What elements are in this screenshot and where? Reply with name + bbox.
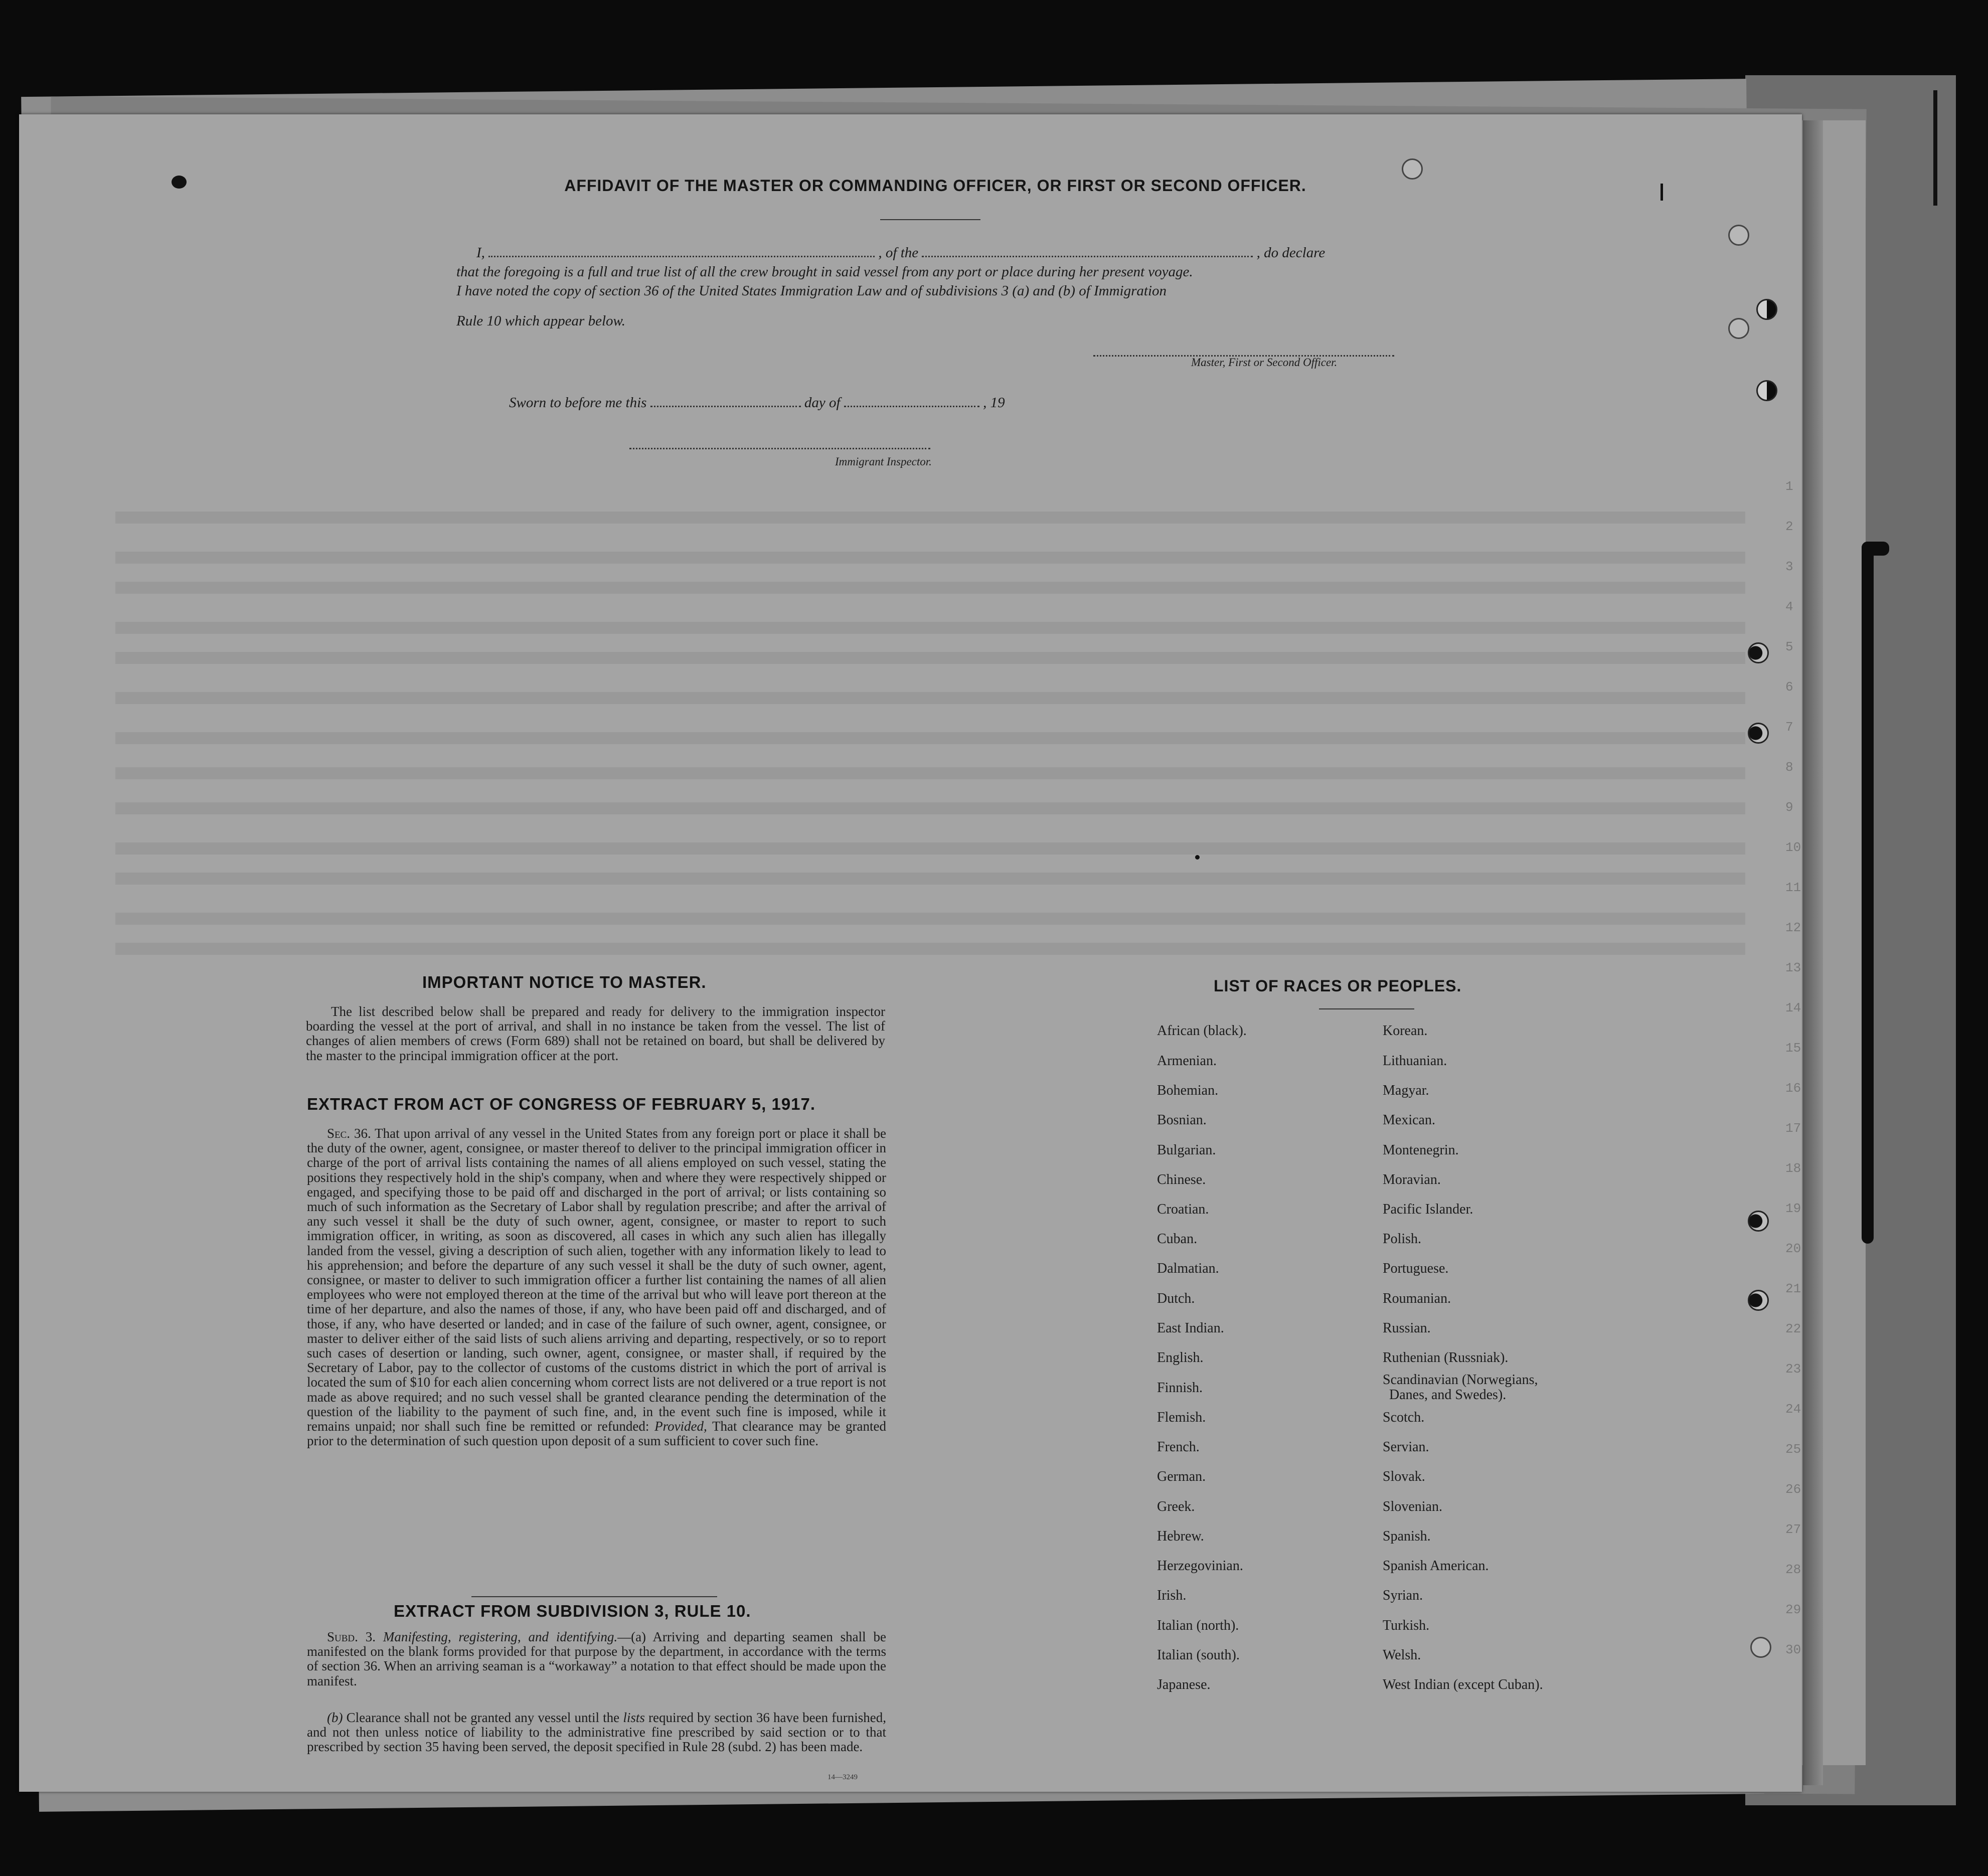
affidavit-declarant-label: I, [476,245,485,261]
race-item: Irish. [1157,1588,1187,1603]
extract-act-title: EXTRACT FROM ACT OF CONGRESS OF FEBRUARY 5, 1917. [307,1095,816,1113]
punch-hole-icon [1748,642,1769,663]
binder-edge-mark [1933,90,1937,206]
punch-hole-icon [1750,1637,1771,1658]
declarant-name-blank[interactable] [488,255,875,257]
sworn-day-label: day of [804,395,841,411]
notice-title: IMPORTANT NOTICE TO MASTER. [422,973,707,991]
race-item: Greek. [1157,1499,1195,1514]
race-item: Syrian. [1383,1588,1423,1603]
race-item: Croatian. [1157,1202,1209,1217]
section-label: Sec. 36. [327,1126,371,1141]
race-item: Magyar. [1383,1083,1429,1098]
bleed-through-row-numbers: 1 2 3 4 5 6 7 8 9 10 11 12 13 14 15 16 17 18 19 20 21 22 23 24 25 26 27 28 29 30 [1785,479,1801,1657]
race-item: Mexican. [1383,1112,1435,1128]
punch-hole-icon [1748,723,1769,744]
extract-rule-para-a [307,1630,886,1688]
notice-text: The list described below shall be prepared and ready for delivery to the immigration inspector boarding the vessel at the port of arrival, and shall in no instance be taken from the vessel. The list of changes of alien members of crews (Form 689) shall not be retained on board, but shall be delivered by the master to the principal immigration officer at the port. [306,1004,885,1063]
sworn-line [509,395,1005,411]
race-item: Moravian. [1383,1172,1441,1187]
extract-act-text [307,1126,886,1448]
proviso-text: That clearance may be granted prior to the determination of such question upon deposit of a sum sufficient to cover such fine. [307,1419,887,1449]
proviso-word: Provided, [654,1419,707,1434]
sworn-day-blank[interactable] [650,405,801,407]
race-item: Ruthenian (Russniak). [1383,1350,1509,1366]
form-number: 14—3249 [827,1773,858,1781]
para-b-text-1: Clearance shall not be granted any vessel until the [346,1710,620,1725]
subdivision-label: Subd. 3. [327,1629,376,1644]
page-edge-shadow [1803,120,1823,1785]
race-item: German. [1157,1469,1206,1484]
punch-hole-icon [1728,318,1749,339]
para-b-text-2: required by section 36 have been furnished, and not then unless notice of liability to the administrative fine prescribed by said section or to that prescribed by section 35 having been served, the deposit specified in Rule 28 (subd. 2) has been made. [307,1710,887,1755]
race-item: Cuban. [1157,1231,1198,1247]
race-item: English. [1157,1350,1204,1366]
sworn-year-label: , 19 [983,395,1005,411]
sworn-label: Sworn to before me this [509,395,647,411]
race-item: Spanish. [1383,1528,1431,1544]
para-b-lists-word: lists [623,1710,645,1725]
race-item: African (black). [1157,1023,1247,1039]
affidavit-declare-label: , do declare [1256,245,1326,261]
race-item: Danes, and Swedes). [1389,1387,1507,1403]
affidavit-vessel-label: , of the [878,245,919,261]
race-item: Russian. [1383,1320,1431,1336]
race-item: Herzegovinian. [1157,1558,1243,1574]
ink-spot [1195,855,1200,860]
race-item: West Indian (except Cuban). [1383,1677,1543,1692]
ink-tick [1661,184,1663,201]
race-item: East Indian. [1157,1320,1224,1336]
race-item: Dalmatian. [1157,1261,1219,1276]
races-title-rule [1319,1008,1414,1009]
race-item: Scotch. [1383,1410,1425,1425]
affidavit-title: AFFIDAVIT OF THE MASTER OR COMMANDING OFFICER, OR FIRST OR SECOND OFFICER. [564,177,1306,195]
race-item: Servian. [1383,1439,1429,1455]
section-divider [471,1596,717,1597]
race-item: Italian (south). [1157,1647,1240,1663]
inspector-signature-line[interactable] [629,448,930,449]
race-item: Pacific Islander. [1383,1202,1473,1217]
affidavit-line-4: Rule 10 which appear below. [456,313,625,329]
race-item: Polish. [1383,1231,1422,1247]
punch-hole-icon [1402,158,1423,180]
punch-hole-icon [1728,225,1749,246]
race-item: Welsh. [1383,1647,1421,1663]
punch-hole-icon [1748,1290,1769,1311]
binder-strip [1862,542,1874,1244]
affidavit-line-3: I have noted the copy of section 36 of the United States Immigration Law and of subdivisions 3 (a) and (b) of Immigration [456,283,1167,299]
binder-strip-hook [1862,542,1889,556]
race-item: Bosnian. [1157,1112,1207,1128]
race-item: Montenegrin. [1383,1142,1459,1158]
race-item: Turkish. [1383,1618,1430,1633]
race-item: Dutch. [1157,1291,1195,1306]
race-item: Hebrew. [1157,1528,1204,1544]
race-item: Spanish American. [1383,1558,1489,1574]
race-item: Flemish. [1157,1410,1206,1425]
punch-hole-icon [1756,380,1777,401]
affidavit-line-1 [476,245,1325,261]
extract-rule-title: EXTRACT FROM SUBDIVISION 3, RULE 10. [394,1602,751,1620]
race-item: Lithuanian. [1383,1053,1447,1069]
punch-hole-icon [1756,299,1777,320]
race-item: Finnish. [1157,1380,1203,1396]
para-a-label: —(a) [617,1629,646,1644]
races-title: LIST OF RACES OR PEOPLES. [1214,977,1462,995]
race-item: Chinese. [1157,1172,1206,1187]
punch-hole-icon [1748,1211,1769,1232]
race-item: Scandinavian (Norwegians, [1383,1372,1538,1388]
master-signature-label: Master, First or Second Officer. [1191,356,1338,369]
race-item: Portuguese. [1383,1261,1449,1276]
subdivision-heading: Manifesting, registering, and identifying. [383,1629,618,1644]
title-rule [880,219,980,220]
ink-spot [172,176,187,189]
extract-rule-para-b [307,1711,886,1755]
sworn-month-blank[interactable] [844,405,979,407]
race-item: Armenian. [1157,1053,1217,1069]
race-item: Korean. [1383,1023,1428,1039]
race-item: Bohemian. [1157,1083,1219,1098]
section-36-text: That upon arrival of any vessel in the United States from any foreign port or place it shall be the duty of the owner, agent, consignee, or master thereof to deliver to the principal immigration officer in charge of the port of arrival lists containing the names of all aliens employed on such vessel, stating the positions they respectively hold in the ship's company, when and where they were respectively shipped or engaged, and specifying those to be paid off and discharged in the port of arrival; or lists containing so much of such information as the Secretary of Labor shall by regulation prescribe; and after the arrival of any such vessel it shall be the duty of such owner, agent, consignee, or master to report to such immigration officer, in writing, as soon as discovered, all cases in which any such alien has illegally landed from the vessel, giving a description of such alien, together with any information likely to lead to his apprehension; and before the departure of any such vessel it shall be the duty of such owner, agent, consignee, or master to deliver to such immigration officer a further list containing the names of all alien employees who were not employed thereon at the time of the arrival but who will leave port thereon at the time of her departure, and also the names of those, if any, who have been paid off and discharged, and of those, if any, who have deserted or landed; and in case of the failure of such owner, agent, consignee, or master to deliver either of the said lists of such aliens arriving and departing, respectively, or so to report such cases of desertion or landing, such owner, agent, consignee, or master shall, if required by the Secretary of Labor, pay to the collector of customs of the customs district in which the port of arrival is located the sum of $10 for each alien concerning whom correct lists are not delivered or a true report is not made as above required; and no such vessel shall be granted clearance pending the determination of the question of the liability to the payment of such fine, and, in the event such fine is imposed, while it remains unpaid; nor shall such fine be remitted or refunded: [307,1126,886,1434]
inspector-signature-label: Immigrant Inspector. [835,455,932,468]
para-b-label: (b) [327,1710,343,1725]
affidavit-line-2: that the foregoing is a full and true list of all the crew brought in said vessel from any port or place during her present voyage. [456,264,1193,280]
race-item: Japanese. [1157,1677,1211,1692]
para-a-text: Arriving and departing seamen shall be manifested on the blank forms provided for that purpose by the department, in accordance with the terms of section 36. When an arriving seaman is a “workaway” a notation to that effect should be made upon the manifest. [307,1629,886,1688]
race-item: French. [1157,1439,1200,1455]
race-item: Slovenian. [1383,1499,1442,1514]
race-item: Italian (north). [1157,1618,1239,1633]
vessel-name-blank[interactable] [922,255,1253,257]
race-item: Roumanian. [1383,1291,1451,1306]
race-item: Slovak. [1383,1469,1425,1484]
race-item: Bulgarian. [1157,1142,1216,1158]
